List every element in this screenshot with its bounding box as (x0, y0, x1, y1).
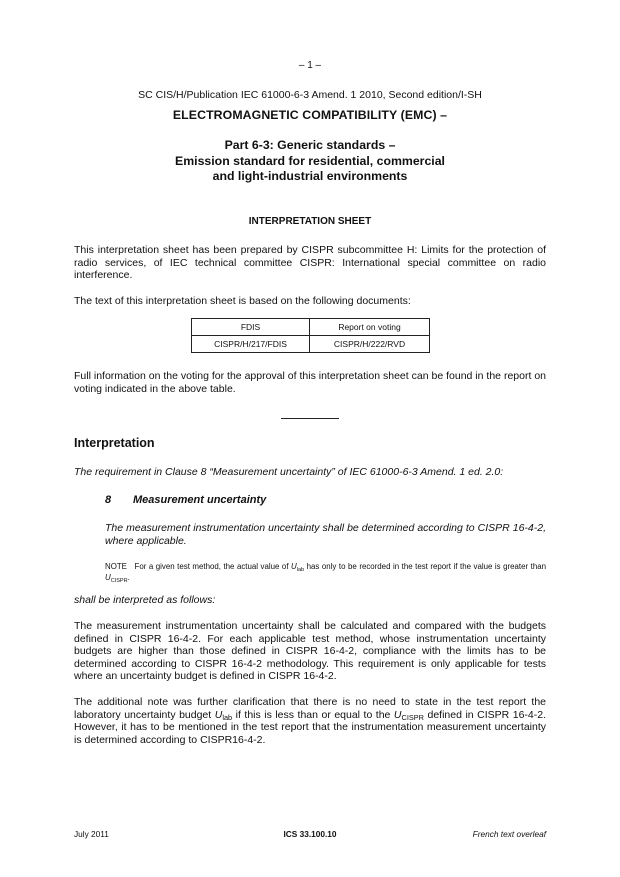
subscript-cispr: CISPR (401, 712, 424, 722)
subscript-lab: lab (222, 712, 233, 722)
requirement-intro: The requirement in Clause 8 “Measurement uncertainty” of IEC 61000-6-3 Amend. 1 ed. 2.0: (74, 466, 504, 478)
footer-date: July 2011 (74, 829, 109, 839)
clause-note (105, 562, 546, 583)
subtitle-line: and light-industrial environments (212, 169, 408, 183)
documents-table (191, 318, 430, 353)
variable-u: U (291, 562, 297, 571)
footer-ics: ICS 33.100.10 (283, 829, 337, 839)
paragraph-text: if this is less than or equal to the (235, 708, 391, 721)
clause-text: The measurement instrumentation uncertainty shall be determined according to CISPR 16-4-2, where applicable. (105, 522, 546, 547)
table-cell: CISPR/H/217/FDIS (192, 336, 310, 353)
document-subtitle (0, 138, 620, 185)
based-on-paragraph: The text of this interpretation sheet is based on the following documents: (74, 295, 411, 307)
subtitle-line: Part 6-3: Generic standards – (224, 138, 396, 152)
table-row (192, 336, 430, 353)
clause-title: Measurement uncertainty (133, 494, 267, 506)
interpreted-as-line: shall be interpreted as follows: (74, 594, 216, 606)
voting-info-paragraph: Full information on the voting for the approval of this interpretation sheet can be found in the report on voting indicated in the above table. (74, 370, 546, 395)
section-divider (281, 418, 339, 419)
note-end: . (127, 572, 130, 582)
table-header-cell: FDIS (192, 319, 310, 336)
intro-paragraph: This interpretation sheet has been prepared by CISPR subcommittee H: Limits for the protection of radio services, of IEC technical committee CISPR: International special committee on radio interference. (74, 244, 546, 282)
interpretation-paragraph-2 (74, 696, 546, 746)
variable-u: U (105, 572, 111, 582)
clause-number: 8 (105, 494, 112, 506)
variable-u: U (214, 708, 223, 721)
variable-u: U (393, 708, 402, 721)
note-prefix: NOTE (105, 562, 127, 571)
interpretation-heading: Interpretation (74, 436, 155, 450)
publication-reference: SC CIS/H/Publication IEC 61000-6-3 Amend. 1 2010, Second edition/I-SH (138, 89, 482, 101)
table-cell: CISPR/H/222/RVD (310, 336, 430, 353)
paragraph-text: defined in CISPR 16-4-2. However, it has to be mentioned in the test report that the instrumentation measurement uncertainty is determined according to CISPR16-4-2. (74, 708, 546, 746)
table-header-row (192, 319, 430, 336)
subtitle-line: Emission standard for residential, commercial (175, 153, 445, 168)
paragraph-text: The additional note was further clarification that there is no need to state in the test report the laboratory uncertainty budget (74, 696, 546, 721)
footer-overleaf: French text overleaf (472, 829, 546, 839)
interpretation-paragraph-1: The measurement instrumentation uncertainty shall be calculated and compared with the budgets defined in CISPR 16-4-2. For each applicable test method, whose instrumentation uncertainty budgets are higher than those defined in CISPR 16-4-2, compliance with the limits has to be determined according to CISPR 16-4-2 methodology. This requirement is only applicable for tests where an uncertainty budget is defined in CISPR 16-4-2. (74, 620, 546, 683)
note-text: For a given test method, the actual value of (134, 562, 289, 571)
subscript-lab: lab (296, 567, 305, 573)
page-number: – 1 – (298, 60, 322, 71)
subscript-cispr: CISPR (110, 577, 128, 584)
clause-heading (105, 494, 266, 506)
document-title: ELECTROMAGNETIC COMPATIBILITY (EMC) – (172, 108, 448, 122)
note-text: has only to be recorded in the test report if the value is greater than (306, 562, 546, 571)
sheet-title: INTERPRETATION SHEET (248, 216, 372, 227)
table-header-cell: Report on voting (310, 319, 430, 336)
